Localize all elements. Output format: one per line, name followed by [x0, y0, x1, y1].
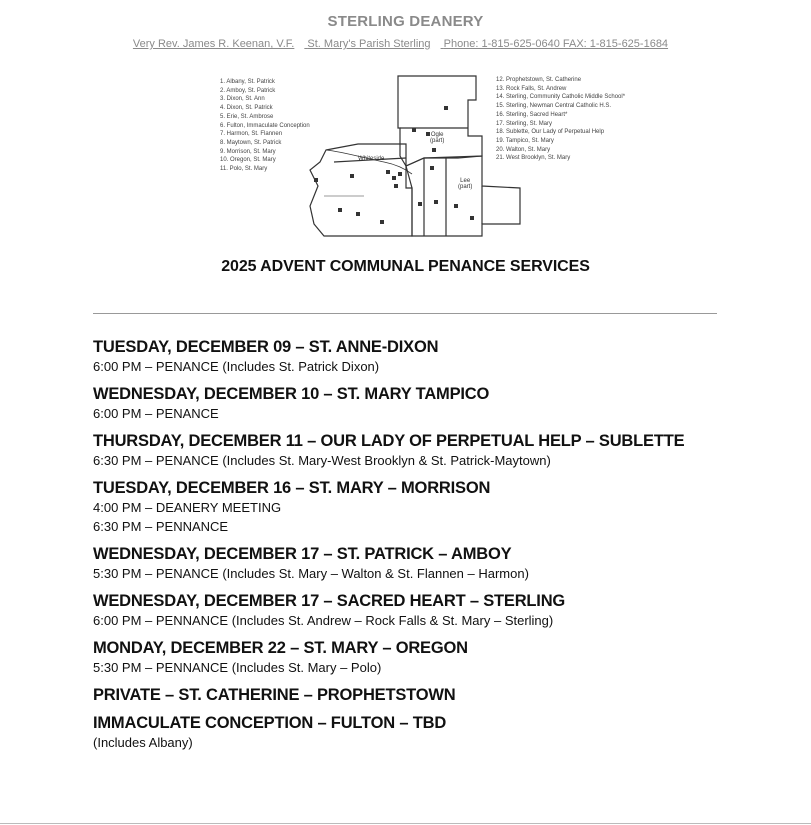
event-title: TUESDAY, DECEMBER 09 – ST. ANNE-DIXON	[93, 338, 439, 356]
event-title: THURSDAY, DECEMBER 11 – OUR LADY OF PERPETUAL HELP – SUBLETTE	[93, 432, 685, 450]
legend-item: 1. Albany, St. Patrick	[220, 79, 275, 85]
legend-item: 12. Prophetstown, St. Catherine	[496, 77, 582, 83]
legend-item: 18. Sublette, Our Lady of Perpetual Help	[496, 129, 605, 136]
event-detail: 6:00 PM – PENANCE (Includes St. Patrick Dixon)	[93, 359, 380, 374]
deanery-map	[214, 66, 626, 242]
event-detail: 4:00 PM – DEANERY MEETING	[93, 500, 282, 515]
event-detail: 5:30 PM – PENANCE (Includes St. Mary – Walton & St. Flannen – Harmon)	[93, 566, 529, 581]
event-title: MONDAY, DECEMBER 22 – ST. MARY – OREGON	[93, 639, 468, 657]
legend-item: 17. Sterling, St. Mary	[496, 120, 553, 127]
legend-item: 8. Maytown, St. Patrick	[220, 139, 282, 146]
event-entry	[93, 713, 783, 752]
county-label-whiteside: Whiteside	[358, 156, 385, 162]
contact-line	[0, 38, 811, 50]
legend-item: 16. Sterling, Sacred Heart*	[496, 111, 568, 118]
event-title: TUESDAY, DECEMBER 16 – ST. MARY – MORRISON	[93, 479, 491, 497]
map-legend-left	[220, 78, 310, 174]
legend-item: 13. Rock Falls, St. Andrew	[496, 85, 567, 92]
events-list	[93, 337, 783, 760]
county-label-lee: Lee (part)	[458, 178, 473, 190]
event-title: PRIVATE – ST. CATHERINE – PROPHETSTOWN	[93, 686, 456, 704]
legend-item: 11. Polo, St. Mary	[220, 166, 268, 173]
legend-item: 19. Tampico, St. Mary	[496, 137, 554, 144]
legend-item: 5. Erie, St. Ambrose	[220, 113, 274, 120]
event-title: WEDNESDAY, DECEMBER 10 – ST. MARY TAMPICO	[93, 385, 490, 403]
event-title: WEDNESDAY, DECEMBER 17 – ST. PATRICK – AMBOY	[93, 545, 512, 563]
legend-item: 14. Sterling, Community Catholic Middle School*	[496, 94, 626, 101]
event-entry	[93, 685, 783, 705]
event-entry	[93, 384, 783, 423]
legend-item: 9. Morrison, St. Mary	[220, 148, 276, 155]
legend-item: 21. West Brooklyn, St. Mary	[496, 155, 571, 162]
legend-item: 2. Amboy, St. Patrick	[220, 87, 276, 94]
event-title: IMMACULATE CONCEPTION – FULTON – TBD	[93, 714, 447, 732]
legend-item: 10. Oregon, St. Mary	[220, 157, 276, 164]
event-detail: 6:30 PM – PENNANCE	[93, 519, 229, 534]
contact-phone: Phone: 1-815-625-0640 FAX: 1-815-625-1684	[443, 38, 669, 50]
event-entry	[93, 544, 783, 583]
event-entry	[93, 431, 783, 470]
legend-item: 20. Walton, St. Mary	[496, 146, 551, 153]
page-title: 2025 ADVENT COMMUNAL PENANCE SERVICES	[221, 258, 590, 275]
legend-item: 6. Fulton, Immaculate Conception	[220, 122, 310, 129]
deanery-title: STERLING DEANERY	[327, 13, 484, 30]
legend-item: 15. Sterling, Newman Central Catholic H.S.	[496, 103, 612, 110]
legend-item: 7. Harmon, St. Flannen	[220, 131, 283, 138]
legend-item: 3. Dixon, St. Ann	[220, 96, 265, 103]
event-detail: 6:00 PM – PENANCE	[93, 406, 219, 421]
event-entry	[93, 638, 783, 677]
county-label-ogle: Ogle (part)	[430, 132, 445, 144]
event-detail: 6:00 PM – PENNANCE (Includes St. Andrew – Rock Falls & St. Mary – Sterling)	[93, 613, 554, 628]
map-legend-right	[496, 76, 625, 163]
event-detail: 5:30 PM – PENNANCE (Includes St. Mary – Polo)	[93, 660, 382, 675]
event-title: WEDNESDAY, DECEMBER 17 – SACRED HEART – STERLING	[93, 592, 566, 610]
event-detail: (Includes Albany)	[93, 735, 193, 750]
event-entry	[93, 478, 783, 536]
contact-name: Very Rev. James R. Keenan, V.F.	[132, 38, 295, 50]
legend-item: 4. Dixon, St. Patrick	[220, 105, 273, 112]
event-detail: 6:30 PM – PENANCE (Includes St. Mary-West Brooklyn & St. Patrick-Maytown)	[93, 453, 551, 468]
bottom-divider	[0, 823, 811, 824]
contact-parish: St. Mary's Parish Sterling	[307, 38, 431, 50]
event-entry	[93, 591, 783, 630]
divider	[93, 313, 717, 314]
event-entry	[93, 337, 783, 376]
